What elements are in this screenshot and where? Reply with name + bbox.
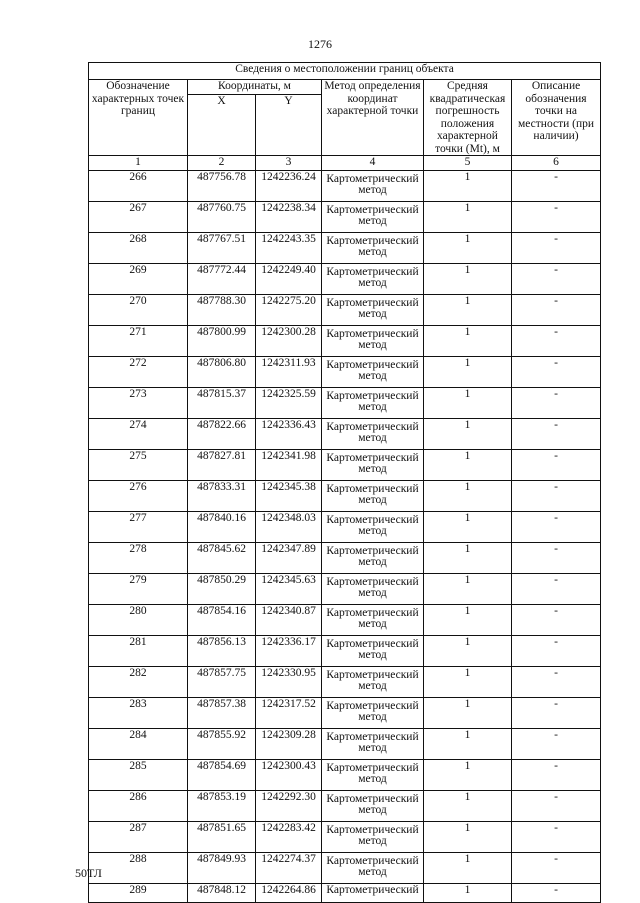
cell-accuracy: 1 [424, 419, 512, 450]
cell-accuracy: 1 [424, 357, 512, 388]
cell-x-coordinate: 487854.69 [188, 760, 256, 791]
column-number: 2 [188, 156, 256, 171]
cell-x-coordinate: 487833.31 [188, 481, 256, 512]
table-row [89, 822, 601, 853]
cell-x-coordinate: 487760.75 [188, 202, 256, 233]
header-x: X [188, 95, 256, 156]
cell-y-coordinate: 1242292.30 [256, 791, 322, 822]
cell-description: - [512, 326, 601, 357]
cell-accuracy: 1 [424, 636, 512, 667]
cell-point-number: 267 [89, 202, 188, 233]
cell-y-coordinate: 1242330.95 [256, 667, 322, 698]
cell-y-coordinate: 1242309.28 [256, 729, 322, 760]
method-line: метод [358, 339, 387, 351]
method-line: метод [358, 215, 387, 227]
cell-method [322, 264, 424, 295]
method-line: метод [358, 649, 387, 661]
table-row [89, 171, 601, 202]
cell-y-coordinate: 1242325.59 [256, 388, 322, 419]
method-line: метод [358, 370, 387, 382]
cell-x-coordinate: 487840.16 [188, 512, 256, 543]
cell-method [322, 419, 424, 450]
cell-description: - [512, 605, 601, 636]
method-line: Картометрический [326, 576, 419, 588]
cell-x-coordinate: 487857.38 [188, 698, 256, 729]
method-line: метод [358, 277, 387, 289]
table-row [89, 233, 601, 264]
cell-method [322, 295, 424, 326]
cell-accuracy: 1 [424, 512, 512, 543]
cell-description: - [512, 171, 601, 202]
table-row [89, 667, 601, 698]
cell-x-coordinate: 487853.19 [188, 791, 256, 822]
table-row [89, 791, 601, 822]
cell-x-coordinate: 487845.62 [188, 543, 256, 574]
method-line: Картометрический [326, 173, 419, 185]
cell-accuracy: 1 [424, 388, 512, 419]
method-line: Картометрический [326, 669, 419, 681]
cell-x-coordinate: 487806.80 [188, 357, 256, 388]
cell-accuracy: 1 [424, 543, 512, 574]
cell-x-coordinate: 487851.65 [188, 822, 256, 853]
cell-accuracy: 1 [424, 295, 512, 326]
cell-method [322, 202, 424, 233]
cell-accuracy: 1 [424, 760, 512, 791]
cell-y-coordinate: 1242243.35 [256, 233, 322, 264]
method-line: Картометрический [326, 266, 419, 278]
cell-description: - [512, 760, 601, 791]
cell-description: - [512, 884, 601, 903]
cell-method [322, 357, 424, 388]
method-line: метод [358, 866, 387, 878]
cell-accuracy: 1 [424, 264, 512, 295]
footer-mark: 50ТЛ [75, 866, 102, 880]
table-row [89, 636, 601, 667]
cell-y-coordinate: 1242341.98 [256, 450, 322, 481]
table-row [89, 729, 601, 760]
cell-y-coordinate: 1242274.37 [256, 853, 322, 884]
cell-y-coordinate: 1242311.93 [256, 357, 322, 388]
cell-point-number: 288 [89, 853, 188, 884]
cell-y-coordinate: 1242317.52 [256, 698, 322, 729]
method-line: метод [358, 804, 387, 816]
cell-y-coordinate: 1242264.86 [256, 884, 322, 903]
header-method: Метод определения координат характерной точки [322, 80, 424, 156]
cell-method [322, 543, 424, 574]
method-line: Картометрический [326, 297, 419, 309]
table-row [89, 357, 601, 388]
cell-accuracy: 1 [424, 667, 512, 698]
cell-accuracy: 1 [424, 853, 512, 884]
method-line: Картометрический [326, 824, 419, 836]
cell-y-coordinate: 1242336.43 [256, 419, 322, 450]
column-number: 6 [512, 156, 601, 171]
table-row [89, 760, 601, 791]
cell-accuracy: 1 [424, 791, 512, 822]
cell-point-number: 281 [89, 636, 188, 667]
cell-y-coordinate: 1242300.43 [256, 760, 322, 791]
cell-method [322, 636, 424, 667]
table-title: Сведения о местоположении границ объекта [89, 63, 601, 80]
method-line: метод [358, 494, 387, 506]
cell-description: - [512, 512, 601, 543]
header-point-designation: Обозначение характерных точек границ [89, 80, 188, 156]
cell-description: - [512, 388, 601, 419]
method-line: Картометрический [326, 793, 419, 805]
table-row [89, 698, 601, 729]
cell-description: - [512, 264, 601, 295]
cell-point-number: 269 [89, 264, 188, 295]
method-line: метод [358, 742, 387, 754]
method-line: Картометрический [326, 204, 419, 216]
method-line: Картометрический [326, 235, 419, 247]
cell-y-coordinate: 1242348.03 [256, 512, 322, 543]
cell-point-number: 271 [89, 326, 188, 357]
cell-y-coordinate: 1242249.40 [256, 264, 322, 295]
cell-accuracy: 1 [424, 605, 512, 636]
cell-method [322, 450, 424, 481]
table-row [89, 853, 601, 884]
cell-y-coordinate: 1242300.28 [256, 326, 322, 357]
cell-point-number: 287 [89, 822, 188, 853]
cell-y-coordinate: 1242275.20 [256, 295, 322, 326]
method-line: Картометрический [326, 390, 419, 402]
column-number: 1 [89, 156, 188, 171]
method-line: метод [358, 432, 387, 444]
cell-description: - [512, 822, 601, 853]
cell-point-number: 285 [89, 760, 188, 791]
method-line: Картометрический [326, 607, 419, 619]
table-row [89, 202, 601, 233]
cell-description: - [512, 481, 601, 512]
cell-point-number: 272 [89, 357, 188, 388]
header-coordinates: Координаты, м [188, 80, 322, 95]
cell-method [322, 822, 424, 853]
cell-method [322, 729, 424, 760]
cell-point-number: 284 [89, 729, 188, 760]
cell-y-coordinate: 1242283.42 [256, 822, 322, 853]
cell-accuracy: 1 [424, 884, 512, 903]
cell-x-coordinate: 487767.51 [188, 233, 256, 264]
cell-description: - [512, 729, 601, 760]
page-number: 1276 [308, 37, 332, 51]
method-line: Картометрический [326, 421, 419, 433]
cell-point-number: 277 [89, 512, 188, 543]
cell-description: - [512, 574, 601, 605]
cell-x-coordinate: 487756.78 [188, 171, 256, 202]
cell-y-coordinate: 1242340.87 [256, 605, 322, 636]
cell-point-number: 283 [89, 698, 188, 729]
cell-point-number: 282 [89, 667, 188, 698]
cell-x-coordinate: 487815.37 [188, 388, 256, 419]
cell-description: - [512, 419, 601, 450]
method-line: метод [358, 246, 387, 258]
cell-method [322, 605, 424, 636]
column-number: 3 [256, 156, 322, 171]
table-row [89, 543, 601, 574]
table-row [89, 419, 601, 450]
cell-accuracy: 1 [424, 326, 512, 357]
method-line: Картометрический [326, 884, 419, 896]
cell-x-coordinate: 487822.66 [188, 419, 256, 450]
cell-method [322, 171, 424, 202]
cell-point-number: 266 [89, 171, 188, 202]
cell-x-coordinate: 487855.92 [188, 729, 256, 760]
method-line: метод [358, 835, 387, 847]
table-row [89, 481, 601, 512]
cell-point-number: 268 [89, 233, 188, 264]
cell-method [322, 884, 424, 903]
cell-accuracy: 1 [424, 729, 512, 760]
cell-y-coordinate: 1242336.17 [256, 636, 322, 667]
method-line: Картометрический [326, 545, 419, 557]
cell-x-coordinate: 487772.44 [188, 264, 256, 295]
cell-method [322, 853, 424, 884]
method-line: Картометрический [326, 855, 419, 867]
cell-accuracy: 1 [424, 233, 512, 264]
cell-y-coordinate: 1242345.38 [256, 481, 322, 512]
cell-method [322, 698, 424, 729]
column-number: 5 [424, 156, 512, 171]
table-row [89, 512, 601, 543]
header-description: Описание обозначения точки на местности (при наличии) [512, 80, 601, 156]
cell-description: - [512, 853, 601, 884]
method-line: Картометрический [326, 359, 419, 371]
cell-description: - [512, 233, 601, 264]
cell-accuracy: 1 [424, 698, 512, 729]
cell-accuracy: 1 [424, 202, 512, 233]
method-line: Картометрический [326, 638, 419, 650]
cell-point-number: 270 [89, 295, 188, 326]
cell-y-coordinate: 1242347.89 [256, 543, 322, 574]
cell-x-coordinate: 487857.75 [188, 667, 256, 698]
method-line: метод [358, 773, 387, 785]
method-line: метод [358, 463, 387, 475]
method-line: метод [358, 401, 387, 413]
header-accuracy: Средняя квадратическая погрешность положения характерной точки (Mt), м [424, 80, 512, 156]
method-line: метод [358, 618, 387, 630]
method-line: метод [358, 587, 387, 599]
cell-method [322, 574, 424, 605]
cell-accuracy: 1 [424, 481, 512, 512]
table-row [89, 450, 601, 481]
cell-y-coordinate: 1242345.63 [256, 574, 322, 605]
cell-description: - [512, 791, 601, 822]
cell-description: - [512, 450, 601, 481]
method-line: Картометрический [326, 700, 419, 712]
boundary-points-table [88, 62, 601, 903]
cell-x-coordinate: 487849.93 [188, 853, 256, 884]
method-line: Картометрический [326, 452, 419, 464]
method-line: метод [358, 184, 387, 196]
method-line: Картометрический [326, 762, 419, 774]
cell-description: - [512, 667, 601, 698]
method-line: метод [358, 308, 387, 320]
cell-description: - [512, 357, 601, 388]
cell-accuracy: 1 [424, 574, 512, 605]
cell-point-number: 273 [89, 388, 188, 419]
table-row [89, 295, 601, 326]
cell-x-coordinate: 487788.30 [188, 295, 256, 326]
cell-accuracy: 1 [424, 450, 512, 481]
cell-point-number: 280 [89, 605, 188, 636]
cell-method [322, 481, 424, 512]
cell-description: - [512, 543, 601, 574]
cell-point-number: 279 [89, 574, 188, 605]
method-line: метод [358, 556, 387, 568]
cell-x-coordinate: 487848.12 [188, 884, 256, 903]
cell-x-coordinate: 487856.13 [188, 636, 256, 667]
cell-method [322, 512, 424, 543]
cell-method [322, 760, 424, 791]
cell-method [322, 326, 424, 357]
cell-x-coordinate: 487850.29 [188, 574, 256, 605]
cell-point-number: 286 [89, 791, 188, 822]
table-row [89, 605, 601, 636]
cell-point-number: 276 [89, 481, 188, 512]
method-line: Картометрический [326, 483, 419, 495]
cell-point-number: 289 [89, 884, 188, 903]
table-row [89, 388, 601, 419]
column-number: 4 [322, 156, 424, 171]
cell-description: - [512, 636, 601, 667]
cell-method [322, 791, 424, 822]
method-line: Картометрический [326, 731, 419, 743]
cell-method [322, 667, 424, 698]
method-line: Картометрический [326, 328, 419, 340]
cell-accuracy: 1 [424, 171, 512, 202]
cell-description: - [512, 698, 601, 729]
cell-x-coordinate: 487854.16 [188, 605, 256, 636]
table-row [89, 574, 601, 605]
table-row [89, 264, 601, 295]
cell-x-coordinate: 487827.81 [188, 450, 256, 481]
cell-x-coordinate: 487800.99 [188, 326, 256, 357]
table-row [89, 326, 601, 357]
method-line: Картометрический [326, 514, 419, 526]
cell-point-number: 278 [89, 543, 188, 574]
cell-method [322, 233, 424, 264]
cell-description: - [512, 202, 601, 233]
table-row [89, 884, 601, 903]
method-line: метод [358, 680, 387, 692]
header-y: Y [256, 95, 322, 156]
cell-y-coordinate: 1242236.24 [256, 171, 322, 202]
method-line: метод [358, 711, 387, 723]
cell-accuracy: 1 [424, 822, 512, 853]
cell-method [322, 388, 424, 419]
method-line: метод [358, 525, 387, 537]
cell-point-number: 274 [89, 419, 188, 450]
cell-description: - [512, 295, 601, 326]
cell-y-coordinate: 1242238.34 [256, 202, 322, 233]
cell-point-number: 275 [89, 450, 188, 481]
